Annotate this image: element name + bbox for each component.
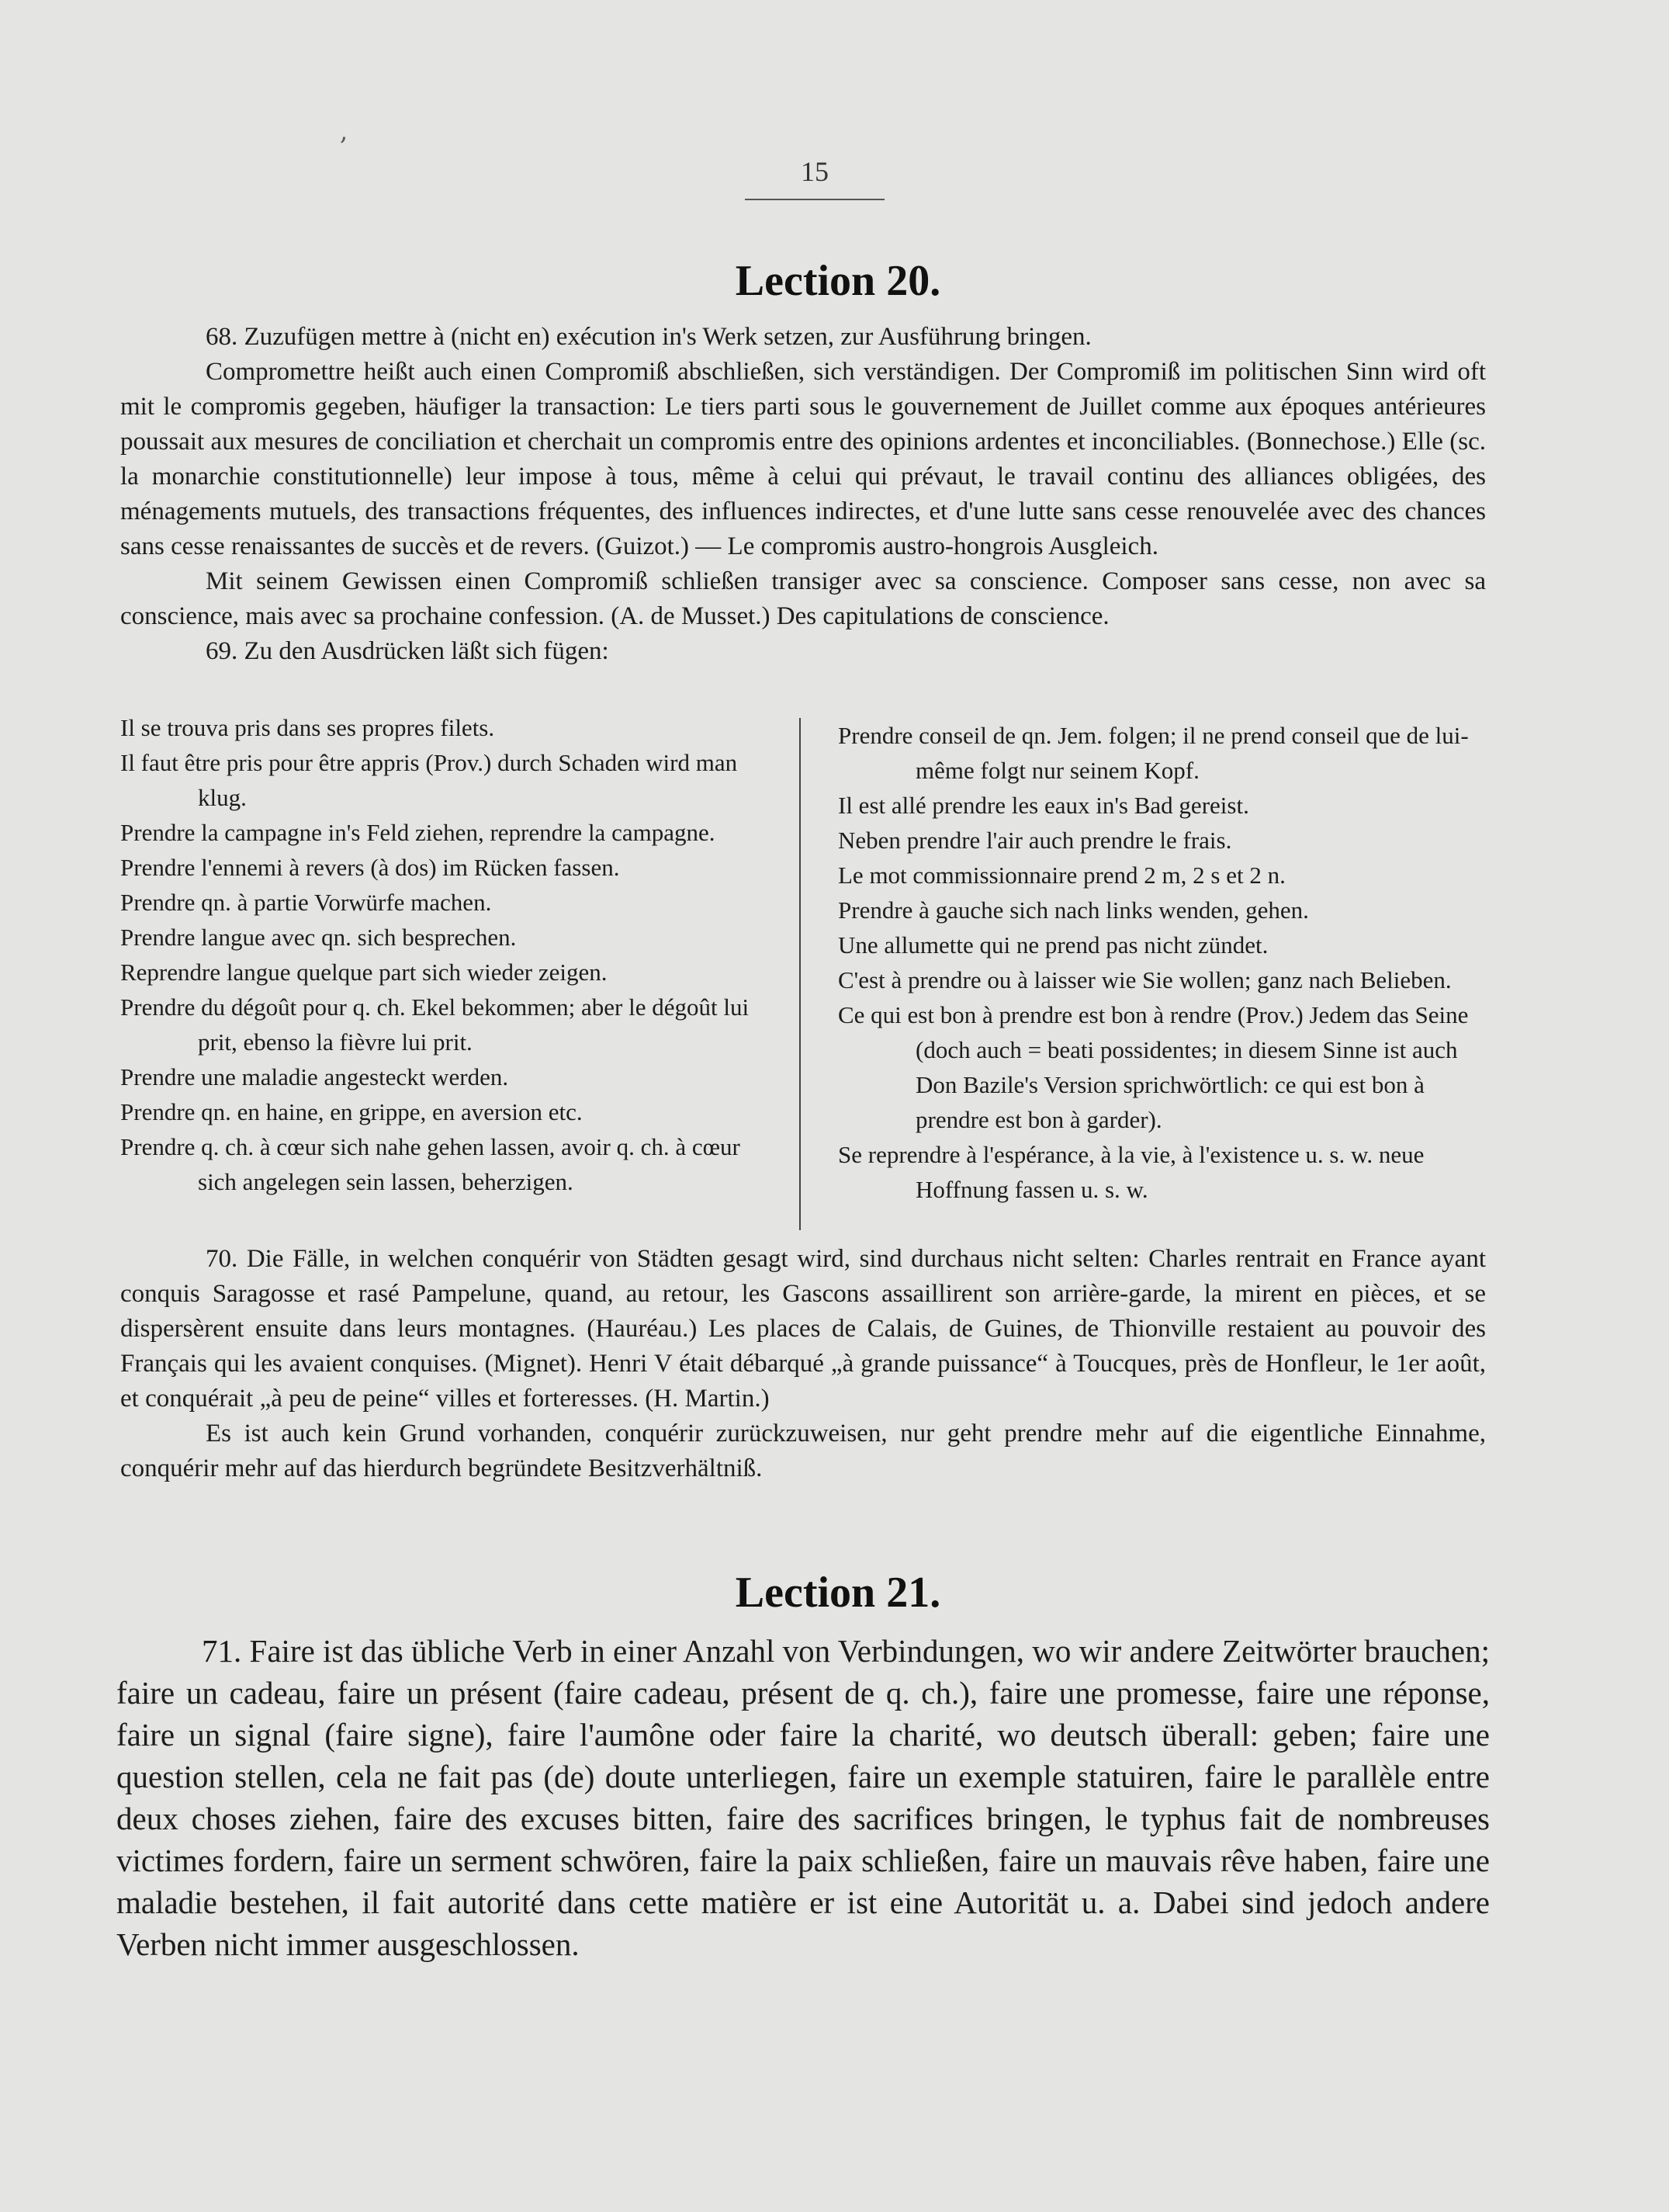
entry-left-11: Prendre q. ch. à cœur sich nahe gehen lassen, avoir q. ch. à cœur sich angelegen sein lassen, beherzigen. — [120, 1133, 740, 1195]
entry-right-3: Neben prendre l'air auch prendre le frais. — [838, 827, 1232, 854]
paragraph-68-conscience: Mit seinem Gewissen einen Compromiß schließen transiger avec sa conscience. Composer sans cesse, non avec sa conscience, mais avec sa prochaine confession. (A. de Musset.) Des capitulations de conscience. — [120, 567, 1486, 630]
entry-left-6: Prendre langue avec qn. sich besprechen. — [120, 924, 517, 951]
entry-left-8: Prendre du dégoût pour q. ch. Ekel bekommen; aber le dégoût lui prit, ebenso la fièvre lui prit. — [120, 993, 750, 1056]
paragraph-68-line1: 68. Zuzufügen mettre à (nicht en) exécution in's Werk setzen, zur Ausführung bringen. — [206, 323, 1092, 351]
paragraph-70 — [120, 1242, 1486, 1486]
paragraph-70-note: Es ist auch kein Grund vorhanden, conquérir zurückzuweisen, nur geht prendre mehr auf die eigentliche Einnahme, conquérir mehr auf das hierdurch begründete Besitzverhältniß. — [120, 1420, 1486, 1482]
right-column — [838, 718, 1490, 1207]
stray-mark: , — [340, 116, 348, 146]
entry-left-4: Prendre l'ennemi à revers (à dos) im Rücken fassen. — [120, 854, 620, 881]
entry-left-9: Prendre une maladie angesteckt werden. — [120, 1063, 509, 1090]
entry-left-7: Reprendre langue quelque part sich wieder zeigen. — [120, 959, 608, 986]
paragraph-69-intro: 69. Zu den Ausdrücken läßt sich fügen: — [206, 637, 609, 665]
entry-left-2: Il faut être pris pour être appris (Prov.) durch Schaden wird man klug. — [120, 749, 738, 811]
entry-left-10: Prendre qn. en haine, en grippe, en aversion etc. — [120, 1098, 583, 1125]
paragraph-68 — [120, 320, 1486, 669]
lesson-20-title: Lection 20. — [735, 257, 941, 305]
column-divider — [799, 718, 801, 1230]
entry-right-1: Prendre conseil de qn. Jem. folgen; il ne prend conseil que de lui-même folgt nur seinem Kopf. — [838, 722, 1469, 784]
entry-right-5: Prendre à gauche sich nach links wenden, gehen. — [838, 896, 1309, 924]
paragraph-71 — [116, 1630, 1490, 1965]
entry-right-2: Il est allé prendre les eaux in's Bad gereist. — [838, 792, 1249, 819]
paragraph-70-text: 70. Die Fälle, in welchen conquérir von Städten gesagt wird, sind durchaus nicht selten: Charles rentrait en France ayant conquis Saragosse et rasé Pampelune, quand, au retour, les Gascons assaillirent son arrière-garde, la mirent en pièces, et se dispersèrent ensuite dans leurs montagnes. (Hauréau.) Les places de Calais, de Guines, de Thionville restaient au pouvoir des Français qui les avaient conquises. (Mignet). Henri V était débarqué „à grande puissance“ à Toucques, près de Honfleur, le 1er août, et conquérait „à peu de peine“ villes et forteresses. (H. Martin.) — [120, 1245, 1486, 1413]
entry-left-3: Prendre la campagne in's Feld ziehen, reprendre la campagne. — [120, 819, 715, 846]
page-number: 15 — [801, 156, 829, 187]
lesson-21-title: Lection 21. — [735, 1569, 941, 1617]
entry-right-8: Ce qui est bon à prendre est bon à rendre (Prov.) Jedem das Seine (doch auch = beati possidentes; in diesem Sinne ist auch Don Bazile's Version sprichwörtlich: ce qui est bon à prendre est bon à garder). — [838, 1001, 1469, 1133]
page-number-rule — [745, 199, 885, 200]
left-column — [120, 710, 772, 1199]
entry-right-4: Le mot commissionnaire prend 2 m, 2 s et 2 n. — [838, 862, 1286, 889]
entry-left-1: Il se trouva pris dans ses propres filets. — [120, 714, 495, 741]
paragraph-68-compromis: Compromettre heißt auch einen Compromiß abschließen, sich verständigen. Der Compromiß im politischen Sinn wird oft mit le compromis gegeben, häufiger la transaction: Le tiers parti sous le gouvernement de Juillet comme aux époques antérieures poussait aux mesures de conciliation et cherchait un compromis entre des opinions ardentes et inconciliables. (Bonnechose.) Elle (sc. la monarchie constitutionnelle) leur impose à tous, même à celui qui prévaut, le travail continu des alliances obligées, des ménagements mutuels, des transactions fréquentes, des influences indirectes, et d'une lutte sans cesse renouvelée avec des chances sans cesse renaissantes de succès et de revers. (Guizot.) — Le compromis austro-hongrois Ausgleich. — [120, 358, 1486, 560]
entry-right-9: Se reprendre à l'espérance, à la vie, à l'existence u. s. w. neue Hoffnung fassen u. s. w. — [838, 1141, 1425, 1203]
paragraph-71-text: 71. Faire ist das übliche Verb in einer Anzahl von Verbindungen, wo wir andere Zeitwörter brauchen; faire un cadeau, faire un présent (faire cadeau, présent de q. ch.), faire une promesse, faire une réponse, faire un signal (faire signe), faire l'aumône oder faire la charité, wo deutsch überall: geben; faire une question stellen, cela ne fait pas (de) doute unterliegen, faire un exemple statuiren, faire le parallèle entre deux choses ziehen, faire des excuses bitten, faire des sacrifices bringen, le typhus fait de nombreuses victimes fordern, faire un serment schwören, faire la paix schließen, faire un mauvais rêve haben, faire une maladie bestehen, il fait autorité dans cette matière er ist eine Autorität u. a. Dabei sind jedoch andere Verben nicht immer ausgeschlossen. — [116, 1633, 1490, 1962]
entry-right-7: C'est à prendre ou à laisser wie Sie wollen; ganz nach Belieben. — [838, 966, 1452, 993]
entry-left-5: Prendre qn. à partie Vorwürfe machen. — [120, 889, 492, 916]
entry-right-6: Une allumette qui ne prend pas nicht zündet. — [838, 931, 1269, 959]
